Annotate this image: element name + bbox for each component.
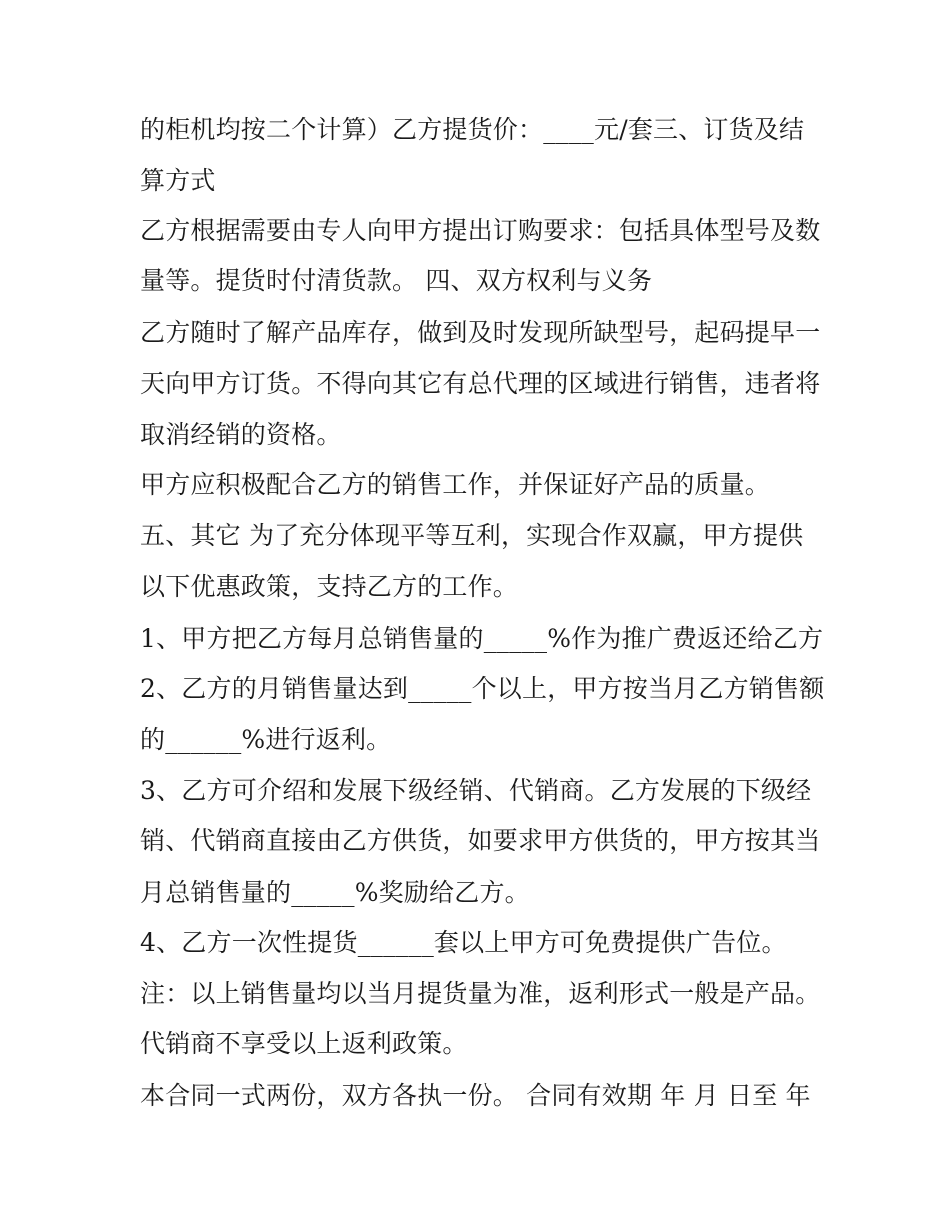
line-8: 甲方应积极配合乙方的销售工作，并保证好产品的质量。	[140, 470, 771, 499]
line-10: 以下优惠政策，支持乙方的工作。	[140, 572, 519, 601]
line-6: 天向甲方订货。不得向其它有总代理的区域进行销售，违者将	[140, 369, 821, 398]
line-7: 取消经销的资格。	[140, 420, 342, 449]
line-11: 1、甲方把乙方每月总销售量的_____%作为推广费返还给乙方	[140, 624, 824, 653]
line-19: 代销商不享受以上返利政策。	[140, 1029, 468, 1058]
line-14: 3、乙方可介绍和发展下级经销、代销商。乙方发展的下级经	[140, 776, 812, 805]
line-3: 乙方根据需要由专人向甲方提出订购要求：包括具体型号及数	[140, 216, 821, 245]
line-2: 算方式	[140, 166, 216, 195]
line-20: 本合同一式两份，双方各执一份。 合同有效期 年 月 日至 年	[140, 1081, 811, 1110]
line-4: 量等。提货时付清货款。 四、双方权利与义务	[140, 266, 653, 295]
line-15: 销、代销商直接由乙方供货，如要求甲方供货的，甲方按其当	[140, 826, 821, 855]
line-1: 的柜机均按二个计算）乙方提货价：____元/套三、订货及结	[140, 115, 805, 144]
line-16: 月总销售量的_____%奖励给乙方。	[140, 878, 530, 907]
line-17: 4、乙方一次性提货______套以上甲方可免费提供广告位。	[140, 928, 787, 957]
line-5: 乙方随时了解产品库存，做到及时发现所缺型号，起码提早一	[140, 318, 821, 347]
line-18: 注：以上销售量均以当月提货量为准，返利形式一般是产品。	[140, 979, 821, 1008]
line-13: 的______%进行返利。	[140, 725, 392, 754]
line-12: 2、乙方的月销售量达到_____个以上，甲方按当月乙方销售额	[140, 674, 825, 703]
line-9: 五、其它 为了充分体现平等互利，实现合作双赢，甲方提供	[140, 521, 804, 550]
